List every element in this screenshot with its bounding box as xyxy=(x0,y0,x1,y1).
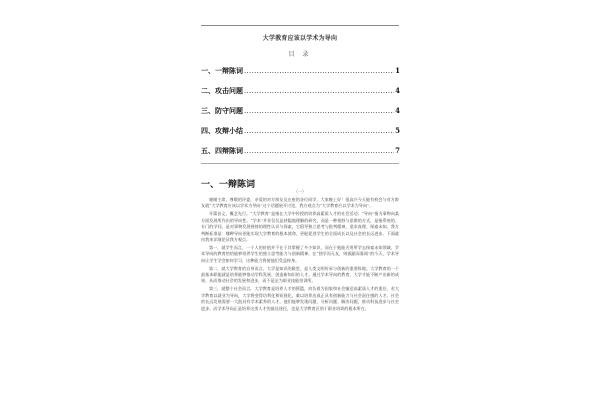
toc-entry-label: 一、一辩陈词 xyxy=(201,66,243,75)
toc-entry-label: 二、攻击问题 xyxy=(201,86,243,95)
top-divider xyxy=(201,25,399,26)
toc-entry-label: 四、攻辩小结 xyxy=(201,126,243,135)
toc-entry-page: 4 xyxy=(395,86,400,95)
toc-entry[interactable] xyxy=(201,66,400,76)
toc-entry-label: 三、防守问题 xyxy=(201,106,243,115)
toc-entry[interactable] xyxy=(201,126,400,136)
body-paragraph: 开篇首义，概念先行。“大学教育”是指在大学中传授的培养高素质人才的社会活动；“导向”指为事物向某方面发展所作出的导向性。“学术”并非仅仅是狭隘地理解的研究，而是一种视野与思维的方式，是指系统的、专门的学问，是对事物发展规律的理性认识与探索，它倡导独立思考与批判精神，追求真理、探索未知。我方判断标准是：哪种导向更能实现大学教育的根本使命，更能促进学生的全面成长以及社会的长远进步。下面就由我来详细论证我方观点。 xyxy=(201,211,399,242)
toc-leader-dots xyxy=(244,68,394,75)
table-of-contents xyxy=(201,66,400,166)
toc-leader-dots xyxy=(244,148,394,155)
page-break-divider xyxy=(201,163,399,164)
body-paragraph: 第二，就大学教育的自身而言，大学是知识的殿堂，是人类文明传承与创新的重要阵地。大学教育的一个最基本职能就是培养能够推动学科发展、创造新知识的人才。通过学术导向的教育，大学才能不断产出新的成果，从而推动社会的发展和进步，而不是沦为职业技能培训所。 xyxy=(201,265,399,284)
toc-entry[interactable] xyxy=(201,86,400,96)
subsection-marker: （一） xyxy=(294,189,306,194)
section-heading: 一、一辩陈词 xyxy=(201,180,256,190)
toc-leader-dots xyxy=(244,108,394,115)
toc-leader-dots xyxy=(244,128,394,135)
toc-entry-label: 五、四辩陈词 xyxy=(201,146,243,155)
toc-entry[interactable] xyxy=(201,106,400,116)
body-paragraph: 第三，就整个社会而言，大学教育是培养人才的摇篮，肩负着为国家和社会输送高素质人才的重任。若大学教育以就业为导向，大学将变得功利化和短视化，难以培养出真正具有创新能力与社会责任感的人才。社会的长远发展需要一大批具有学术素养的人才，他们能够发现问题、分析问题、解决问题，推动科技进步与社会进步。而学术导向正是培养这类人才的最佳途径，也是大学教育区别于职业培训的根本所在。 xyxy=(201,286,399,311)
toc-entry[interactable] xyxy=(201,146,400,156)
toc-entry-page: 1 xyxy=(395,66,400,75)
toc-leader-dots xyxy=(244,88,394,95)
document-body xyxy=(201,197,399,313)
body-paragraph: 谢谢主席，尊敬的评委，亲爱的对方辩友及在座的各位同学，大家晚上好！很高兴今天能有机会与对方辩友就“大学教育应该以学术为导向”这个话题展开讨论，我方观点为“大学教育应以学术为导向”。 xyxy=(201,197,399,209)
toc-entry-page: 4 xyxy=(395,106,400,115)
body-paragraph: 第一，就学生而言，一个人的价值并不在于其掌握了多少知识，而在于他能否用所学去探索未知领域，学术导向的教育恰恰能够培养学生的独立思考能力与创新精神。在“独学而无友，则孤陋而寡闻”的今天，学术导向让学生学会如何学习，这种能力将使他们受益终身。 xyxy=(201,244,399,263)
toc-entry-page: 7 xyxy=(395,146,400,155)
toc-heading: 目 录 xyxy=(288,51,312,58)
toc-entry-page: 5 xyxy=(395,126,400,135)
document-title: 大学教育应该以学术为导向 xyxy=(262,35,338,42)
